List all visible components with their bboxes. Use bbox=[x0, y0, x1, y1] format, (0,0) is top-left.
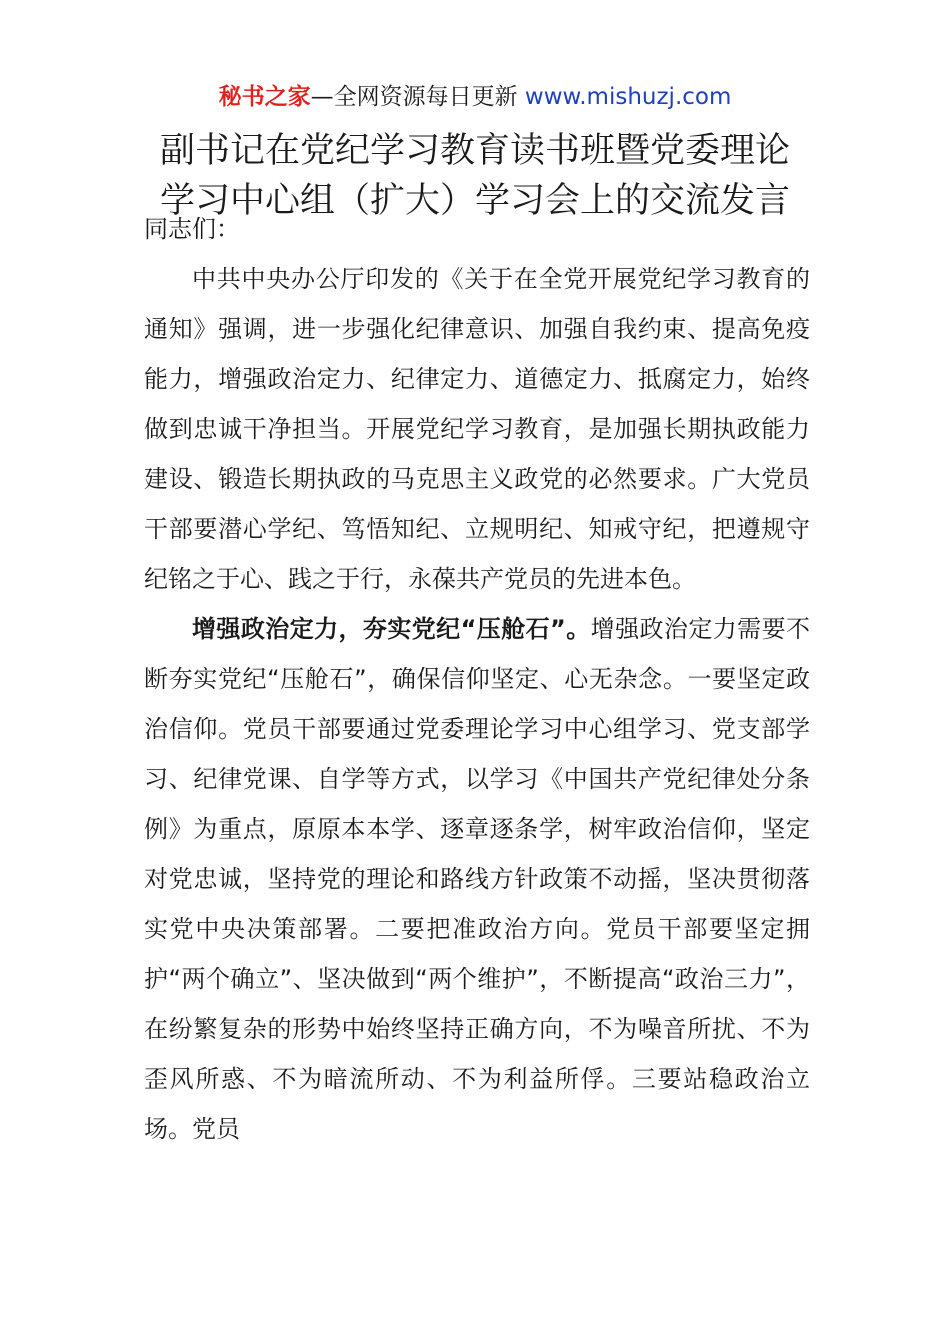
watermark-url[interactable]: www.mishuzj.com bbox=[524, 84, 732, 110]
paragraph-2-body: 增强政治定力需要不断夯实党纪“压舱石”，确保信仰坚定、心无杂念。一要坚定政治信仰。党员干部要通过党委理论学习中心组学习、党支部学习、纪律党课、自学等方式，以学习《中国共产党纪律处分条例》为重点，原原本本学、逐章逐条学，树牢政治信仰，坚定对党忠诚，坚持党的理论和路线方针政策不动摇，坚决贯彻落实党中央决策部署。二要把准政治方向。党员干部要坚定拥护“两个确立”、坚决做到“两个维护”，不断提高“政治三力”，在纷繁复杂的形势中始终坚持正确方向，不为噪音所扰、不为歪风所惑、不为暗流所动、不为利益所俘。三要站稳政治立场。党员 bbox=[144, 615, 811, 1143]
document-body bbox=[144, 204, 810, 1154]
title-line-2: 学习中心组（扩大）学习会上的交流发言 bbox=[159, 181, 790, 221]
title-line-1: 副书记在党纪学习教育读书班暨党委理论 bbox=[159, 131, 790, 171]
paragraph-1: 中共中央办公厅印发的《关于在全党开展党纪学习教育的通知》强调，进一步强化纪律意识、加强自我约束、提高免疫能力，增强政治定力、纪律定力、道德定力、抵腐定力，始终做到忠诚干净担当。开展党纪学习教育，是加强长期执政能力建设、锻造长期执政的马克思主义政党的必然要求。广大党员干部要潜心学纪、笃悟知纪、立规明纪、知戒守纪，把遵规守纪铭之于心、践之于行，永葆共产党员的先进本色。 bbox=[144, 265, 810, 593]
paragraph-2 bbox=[144, 604, 810, 1154]
watermark-brand: 秘书之家 bbox=[218, 84, 311, 110]
paragraph-2-heading: 增强政治定力，夯实党纪“压舱石”。 bbox=[192, 615, 591, 643]
site-watermark bbox=[0, 82, 950, 112]
greeting: 同志们： bbox=[144, 215, 240, 243]
watermark-slogan: —全网资源每日更新 bbox=[310, 84, 525, 110]
